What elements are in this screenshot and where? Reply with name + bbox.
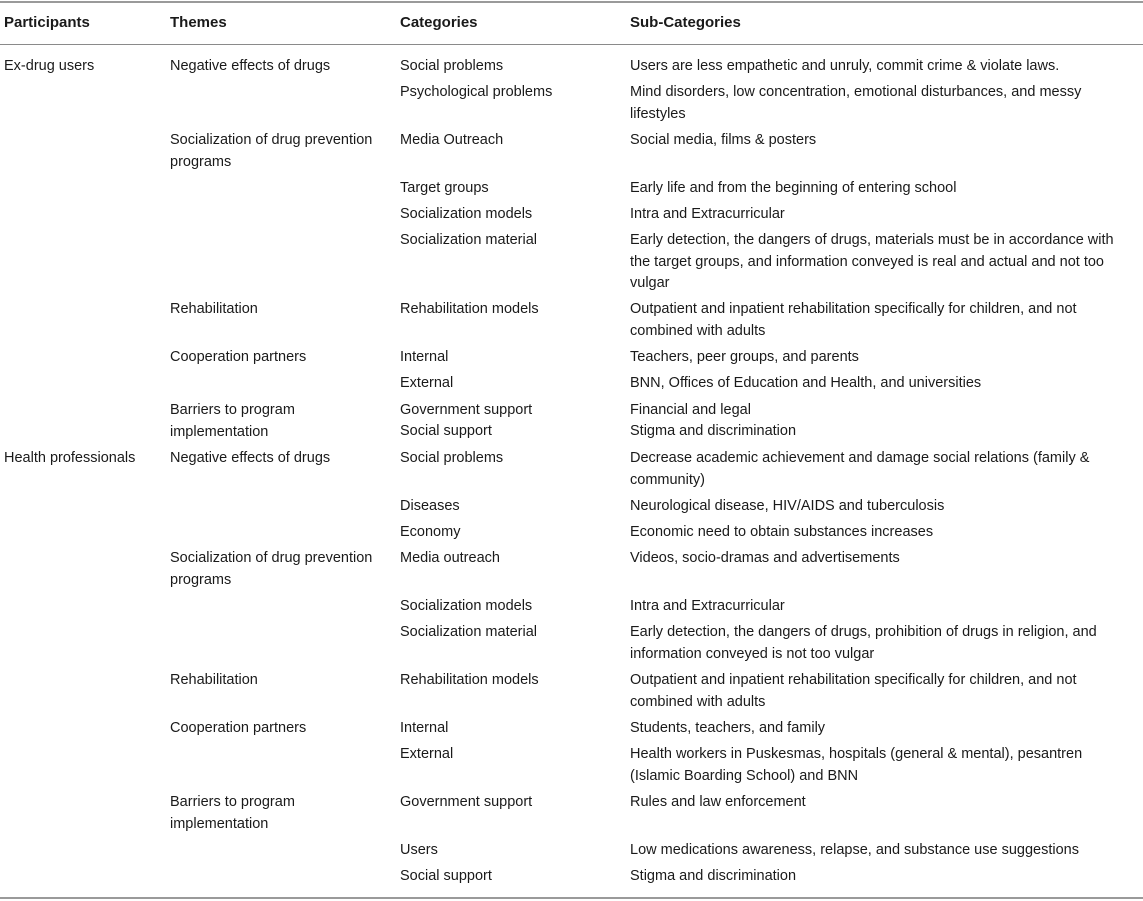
header-themes: Themes: [170, 14, 227, 31]
category-cell: Diseases: [400, 498, 460, 514]
category-cell: Rehabilitation models: [400, 301, 539, 317]
category-cell: Economy: [400, 524, 461, 540]
category-cell: Social problems: [400, 450, 504, 466]
category-cell: Media Outreach: [400, 132, 504, 148]
subcategory-cell: Outpatient and inpatient rehabilitation specifically for children, and not combined with adults: [630, 301, 1077, 339]
subcategory-cell: Low medications awareness, relapse, and substance use suggestions: [630, 842, 1079, 858]
subcategory-cell: Health workers in Puskesmas, hospitals (general & mental), pesantren (Islamic Boarding School) and BNN: [630, 746, 1083, 784]
subcategory-cell: Students, teachers, and family: [630, 720, 826, 736]
participant-ex-drug-users: Ex-drug users: [4, 58, 95, 74]
table-bottom-rule: [0, 897, 1143, 899]
subcategory-cell: Intra and Extracurricular: [630, 206, 785, 222]
header-subcategories: Sub-Categories: [630, 14, 741, 31]
category-cell: Rehabilitation models: [400, 672, 539, 688]
category-cell: Socialization material: [400, 232, 538, 248]
subcategory-cell: Economic need to obtain substances increases: [630, 524, 934, 540]
subcategory-cell: Videos, socio-dramas and advertisements: [630, 550, 900, 566]
theme-cell: Barriers to program implementation: [170, 794, 295, 832]
category-cell: Media outreach: [400, 550, 500, 566]
theme-cell: Socialization of drug prevention programs: [170, 132, 373, 170]
theme-cell: Cooperation partners: [170, 720, 307, 736]
subcategory-cell: Stigma and discrimination: [630, 423, 797, 439]
theme-cell: Rehabilitation: [170, 672, 258, 688]
subcategory-cell: Users are less empathetic and unruly, commit crime & violate laws.: [630, 58, 1060, 74]
subcategory-cell: Social media, films & posters: [630, 132, 817, 148]
category-cell: Users: [400, 842, 438, 858]
header-rule: [0, 44, 1143, 45]
theme-cell: Rehabilitation: [170, 301, 258, 317]
subcategory-cell: Stigma and discrimination: [630, 868, 797, 884]
participant-health-professionals: Health professionals: [4, 450, 136, 466]
theme-cell: Barriers to program implementation: [170, 402, 295, 440]
subcategory-cell: Outpatient and inpatient rehabilitation specifically for children, and not combined with adults: [630, 672, 1077, 710]
category-cell: Socialization models: [400, 598, 533, 614]
subcategory-cell: Rules and law enforcement: [630, 794, 806, 810]
category-cell: Socialization models: [400, 206, 533, 222]
category-cell: Internal: [400, 349, 449, 365]
category-cell: External: [400, 375, 454, 391]
subcategory-cell: Decrease academic achievement and damage social relations (family & community): [630, 450, 1090, 488]
subcategory-cell: BNN, Offices of Education and Health, and universities: [630, 375, 982, 391]
category-cell: Target groups: [400, 180, 489, 196]
table-top-rule: [0, 1, 1143, 3]
subcategory-cell: Intra and Extracurricular: [630, 598, 785, 614]
category-cell: Psychological problems: [400, 84, 553, 100]
category-cell: Socialization material: [400, 624, 538, 640]
header-participants: Participants: [4, 14, 90, 31]
category-cell: Social support: [400, 423, 492, 439]
theme-cell: Cooperation partners: [170, 349, 307, 365]
category-cell: Internal: [400, 720, 449, 736]
subcategory-cell: Early detection, the dangers of drugs, materials must be in accordance with the target groups, and information conveyed is real and actual and not too vulgar: [630, 232, 1114, 291]
category-cell: Social support: [400, 868, 492, 884]
category-cell: Social problems: [400, 58, 504, 74]
category-cell: Government support: [400, 794, 533, 810]
subcategory-cell: Neurological disease, HIV/AIDS and tuberculosis: [630, 498, 945, 514]
subcategory-cell: Mind disorders, low concentration, emotional disturbances, and messy lifestyles: [630, 84, 1082, 122]
theme-cell: Negative effects of drugs: [170, 58, 331, 74]
header-categories: Categories: [400, 14, 478, 31]
subcategory-cell: Teachers, peer groups, and parents: [630, 349, 859, 365]
subcategory-cell: Financial and legal: [630, 402, 751, 418]
theme-cell: Negative effects of drugs: [170, 450, 331, 466]
subcategory-cell: Early life and from the beginning of entering school: [630, 180, 957, 196]
theme-cell: Socialization of drug prevention programs: [170, 550, 373, 588]
subcategory-cell: Early detection, the dangers of drugs, prohibition of drugs in religion, and information conveyed is not too vulgar: [630, 624, 1097, 662]
category-cell: Government support: [400, 402, 533, 418]
category-cell: External: [400, 746, 454, 762]
